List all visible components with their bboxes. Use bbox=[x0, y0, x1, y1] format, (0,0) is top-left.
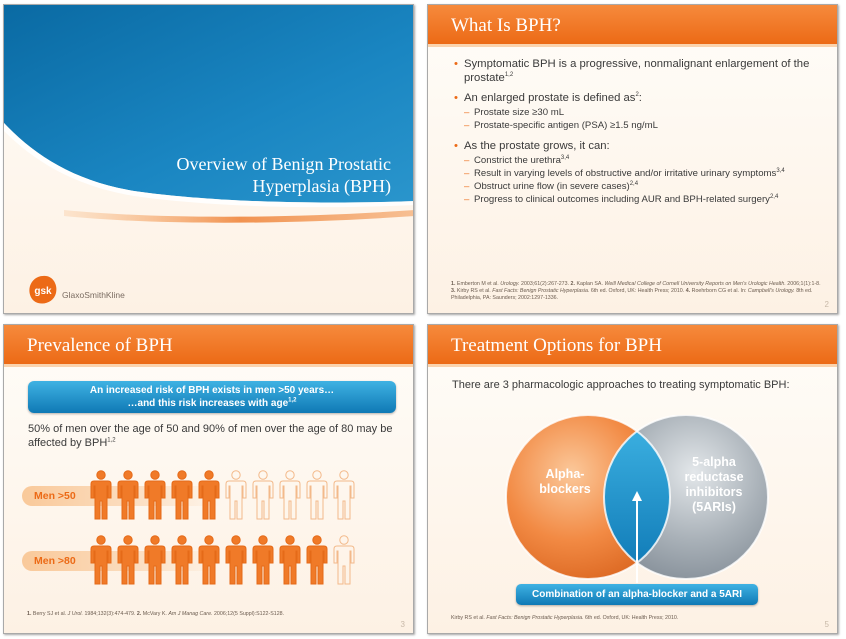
bullet-group-grows bbox=[454, 139, 824, 206]
person-filled-icon bbox=[224, 535, 248, 586]
bullet-group-enlarged bbox=[454, 91, 824, 132]
page-number: 2 bbox=[824, 300, 829, 309]
label-line: blockers bbox=[539, 482, 591, 496]
person-filled-icon bbox=[89, 535, 113, 586]
person-filled-icon bbox=[143, 535, 167, 586]
sub-bullet bbox=[464, 193, 824, 206]
ref-number: 1. bbox=[451, 281, 456, 287]
person-filled-icon bbox=[116, 535, 140, 586]
ref-text: Kirby RS et al. bbox=[451, 615, 485, 621]
person-filled-icon bbox=[170, 470, 194, 521]
references bbox=[27, 611, 284, 618]
label-line: reductase bbox=[684, 470, 744, 484]
ref-text: 6th ed. Oxford, UK: Health Press; 2010. bbox=[584, 615, 679, 621]
ref-journal: Fast Facts: Benign Prostatic Hyperplasia. bbox=[492, 288, 590, 294]
person-filled-icon bbox=[170, 535, 194, 586]
ref-journal: Fast Facts: Benign Prostatic Hyperplasia. bbox=[486, 615, 584, 621]
ref-text: 2006;1(1):1-8. bbox=[787, 281, 821, 287]
ref-text: 1984;132(3):474-479. bbox=[84, 611, 136, 617]
what-is-bph-slide[interactable] bbox=[427, 4, 838, 314]
bullet-text: Symptomatic BPH is a progressive, nonmalignant enlargement of the prostate bbox=[464, 58, 810, 84]
title-slide[interactable] bbox=[3, 4, 414, 314]
gsk-logo-icon bbox=[28, 275, 58, 305]
ref-text: Kaplan SA. bbox=[576, 281, 603, 287]
intro-text: There are 3 pharmacologic approaches to treating symptomatic BPH: bbox=[452, 379, 790, 391]
ref-number: 2. bbox=[570, 281, 575, 287]
person-outline-icon bbox=[278, 470, 302, 521]
prevalence-slide[interactable] bbox=[3, 324, 414, 634]
alpha-blockers-label bbox=[520, 467, 610, 497]
stat-text: 50% of men over the age of 50 and 90% of men over the age of 80 may be affected by BPH bbox=[28, 423, 393, 449]
person-filled-icon bbox=[143, 470, 167, 521]
references bbox=[451, 615, 678, 622]
ref-text: 6th ed. Oxford, UK: Health Press; 2010. bbox=[590, 288, 685, 294]
treatment-options-slide[interactable] bbox=[427, 324, 838, 634]
slide-header bbox=[428, 5, 837, 47]
banner-text: …and this risk increases with age bbox=[127, 398, 289, 409]
ref-text: 2006;12(5 Suppl):S122-S128. bbox=[213, 611, 285, 617]
bullet-colon: : bbox=[638, 92, 642, 104]
slide-header bbox=[4, 325, 413, 367]
sub-bullet bbox=[464, 180, 824, 193]
ref-journal: J Urol. bbox=[67, 611, 83, 617]
citation: 1,2 bbox=[107, 437, 116, 444]
sub-bullet-text: Constrict the urethra bbox=[474, 155, 561, 166]
sub-bullet: – Prostate-specific antigen (PSA) ≥1.5 ng/mL bbox=[464, 119, 824, 132]
sub-bullet bbox=[464, 154, 824, 167]
prevalence-statement bbox=[28, 422, 398, 450]
gsk-logo-text: gsk bbox=[34, 286, 52, 297]
title-line-1: Overview of Benign Prostatic bbox=[176, 154, 391, 174]
ref-text: Kirby RS et al. bbox=[456, 288, 491, 294]
ref-text: Emberton M et al. bbox=[456, 281, 499, 287]
ref-number: 2. bbox=[136, 611, 142, 617]
ref-journal: Weill Medical College of Cornell University Reports on Men's Urologic Health. bbox=[604, 281, 786, 287]
ref-journal: Am J Manag Care. bbox=[168, 611, 213, 617]
risk-banner bbox=[28, 381, 396, 413]
slide-title: What Is BPH? bbox=[451, 15, 561, 36]
bullet-list bbox=[454, 57, 824, 213]
5ari-label bbox=[664, 455, 764, 515]
ref-number: 4. bbox=[685, 288, 691, 294]
ref-number: 1. bbox=[27, 611, 32, 617]
person-outline-icon bbox=[332, 470, 356, 521]
person-outline-icon bbox=[224, 470, 248, 521]
ref-text: Roehrborn CG et al. In: bbox=[691, 288, 747, 294]
sub-bullet bbox=[464, 167, 824, 180]
citation: 1,2 bbox=[504, 72, 514, 79]
title-line-2: Hyperplasia (BPH) bbox=[252, 176, 391, 196]
citation: 1,2 bbox=[288, 397, 297, 404]
label-line: (5ARIs) bbox=[692, 500, 736, 514]
person-filled-icon bbox=[278, 535, 302, 586]
ref-text: Berry SJ et al. bbox=[32, 611, 67, 617]
row-label-men-50: Men >50 bbox=[22, 486, 222, 506]
label-line: 5-alpha bbox=[692, 455, 736, 469]
bullet-definition bbox=[454, 57, 824, 85]
person-outline-icon bbox=[251, 470, 275, 521]
ref-text: 8th ed. Philadelphia, PA: Saunders; 2002:1297-1336. bbox=[451, 288, 813, 301]
slide-title: Prevalence of BPH bbox=[27, 335, 173, 356]
company-name: GlaxoSmithKline bbox=[62, 290, 125, 300]
citation: 3,4 bbox=[560, 154, 570, 161]
citation: 3,4 bbox=[776, 167, 785, 174]
label-line: inhibitors bbox=[685, 485, 743, 499]
sub-bullet-text: Result in varying levels of obstructive and/or irritative urinary symptoms bbox=[474, 168, 777, 179]
bullet-enlarged bbox=[454, 91, 824, 105]
row-label-men-80: Men >80 bbox=[22, 551, 222, 571]
ref-text: 2003;61(2):267-273. bbox=[521, 281, 570, 287]
combination-label: Combination of an alpha-blocker and a 5ARI bbox=[516, 584, 758, 605]
person-outline-icon bbox=[305, 470, 329, 521]
slide-title: Treatment Options for BPH bbox=[451, 335, 662, 356]
ref-journal: Campbell's Urology. bbox=[747, 288, 795, 294]
bullet-text: An enlarged prostate is defined as bbox=[464, 92, 636, 104]
person-filled-icon bbox=[305, 535, 329, 586]
person-filled-icon bbox=[197, 470, 221, 521]
ref-journal: Urology. bbox=[500, 281, 520, 287]
banner-line-1: An increased risk of BPH exists in men >50 years… bbox=[89, 385, 335, 396]
sub-bullet: – Prostate size ≥30 mL bbox=[464, 106, 824, 119]
slide-header bbox=[428, 325, 837, 367]
label-line: Alpha- bbox=[545, 467, 585, 481]
page-number: 5 bbox=[824, 620, 829, 629]
people-row-men-50 bbox=[89, 470, 356, 521]
sub-bullet-text: Progress to clinical outcomes including AUR and BPH-related surgery bbox=[474, 194, 770, 205]
citation: 2 bbox=[635, 92, 639, 99]
references bbox=[451, 281, 821, 302]
banner-line-2 bbox=[28, 397, 396, 410]
person-filled-icon bbox=[116, 470, 140, 521]
person-filled-icon bbox=[89, 470, 113, 521]
person-filled-icon bbox=[197, 535, 221, 586]
person-filled-icon bbox=[251, 535, 275, 586]
citation: 2,4 bbox=[629, 180, 639, 187]
ref-text: McVary K. bbox=[142, 611, 167, 617]
bullet-grows: • As the prostate grows, it can: bbox=[454, 139, 824, 153]
page-number: 3 bbox=[400, 620, 405, 629]
citation: 2,4 bbox=[769, 193, 779, 200]
sub-bullet-text: Obstruct urine flow (in severe cases) bbox=[474, 181, 630, 192]
people-row-men-80 bbox=[89, 535, 356, 586]
person-outline-icon bbox=[332, 535, 356, 586]
ref-number: 3. bbox=[451, 288, 456, 294]
presentation-title bbox=[131, 153, 391, 197]
